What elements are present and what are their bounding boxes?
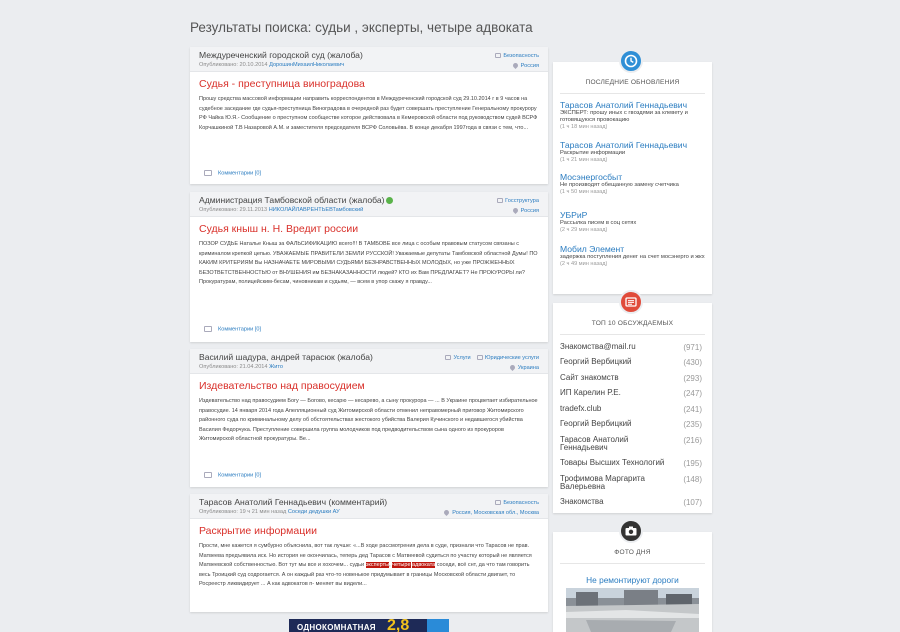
update-title-link[interactable]: Тарасов Анатолий Геннадьевич bbox=[560, 140, 688, 150]
top10-item[interactable] bbox=[560, 436, 705, 451]
top10-item-name[interactable]: Знакомства@mail.ru bbox=[560, 342, 636, 351]
top10-item-name[interactable]: Товары Высших Технологий bbox=[560, 458, 665, 467]
card-header bbox=[190, 494, 548, 519]
top10-item-name[interactable]: Трофимова Маргарита Валерьевна bbox=[560, 474, 645, 491]
category-link[interactable]: Услуги bbox=[453, 355, 471, 361]
divider bbox=[560, 563, 705, 564]
updates-title: ПОСЛЕДНИЕ ОБНОВЛЕНИЯ bbox=[585, 79, 680, 86]
result-excerpt bbox=[199, 542, 539, 590]
card-header bbox=[190, 349, 548, 374]
ad-strip bbox=[427, 619, 449, 632]
top10-item[interactable] bbox=[560, 420, 705, 435]
location-pin-icon bbox=[443, 509, 450, 516]
organization-link[interactable]: Тарасов Анатолий Геннадьевич (комментарий) bbox=[199, 497, 388, 507]
top10-item-count: (148) bbox=[683, 475, 702, 484]
result-headline[interactable]: Раскрытие информации bbox=[199, 525, 317, 537]
author-link[interactable]: Жито bbox=[269, 364, 283, 370]
result-excerpt: ПОЗОР СУДЬЕ Наталье Кныш за ФАЛЬСИФИКАЦИЮ всего!!! В ТАМБОВЕ все лица с особым правовым статусом связаны с криминалом крепкой цепью. УВАЖАЕМЫЕ ПРАВИТЕЛИ ЗЕМЛИ РУССКОЙ! Уважаемые депутаты Тамбовской областной Думы! ПО КАКИМ КРИТЕРИЯМ Вы НАЗНАЧАЕТЕ МИРОВЫМИ СУДЬЯМИ БЕЗНРАВСТВЕННЫХ МОЛОДЫХ, но уже ПРОЖЖЕННЫХ БЕЗОТВЕТСТВЕННОСТЬЮ от ВНУШЕНИЯ им БЕЗНАКАЗАННОСТИ людей? КТО их Вам ПРЕДЛАГАЕТ? Не ПРОКУРОРЫ ли? Прокуратурам, полицейским-бесам, чиновникам и судьям, — всем в упор скажу я правду... bbox=[199, 241, 538, 286]
top10-item[interactable] bbox=[560, 498, 705, 513]
camera-icon bbox=[619, 519, 643, 543]
update-item[interactable] bbox=[553, 210, 712, 233]
location-link[interactable]: Россия, Московская обл., Москва bbox=[452, 510, 539, 516]
author-link[interactable]: ДорошинМихаилНиколаевич bbox=[269, 62, 345, 68]
author-link[interactable]: НИКОЛАЙЛАВРЕНТЬЕВТамбовский bbox=[268, 207, 364, 213]
update-item[interactable] bbox=[553, 140, 712, 163]
update-item[interactable] bbox=[553, 100, 712, 130]
update-time: (2 ч 29 мин назад) bbox=[560, 226, 608, 233]
photo-caption[interactable]: Не ремонтируют дороги bbox=[586, 575, 679, 585]
organization-link[interactable] bbox=[199, 195, 540, 205]
update-time: (1 ч 18 мин назад) bbox=[560, 123, 608, 130]
comments-label[interactable]: Комментарии [0] bbox=[218, 170, 262, 177]
organization-link[interactable]: Междуреченский городской суд (жалоба) bbox=[199, 50, 363, 60]
top10-item[interactable] bbox=[560, 405, 705, 420]
location-pin-icon bbox=[512, 62, 519, 69]
result-card bbox=[190, 494, 548, 612]
category-link-2[interactable]: Юридические услуги bbox=[484, 355, 539, 361]
card-tags bbox=[497, 196, 539, 216]
search-highlight: эксперты bbox=[365, 562, 390, 569]
top10-item-name[interactable]: tradefx.club bbox=[560, 404, 602, 413]
result-excerpt: Прошу средства массовой информации направить корреспондентов в Междуреченский городской суд 29.10.2014 г в 9 часов на судебное заседание где судья-преступница Виноградова в очередной раз будет совершать преступление Генеральному прокурору РФ Чайка Ю.Я.- Сообщение о преступном сообществе которое действовала в Кемеровской области под руководством судей ВСРФ Корчашкиной Т.В Назаровой А.М. и заместителя председателя ВСРФ Соловьёва. В конце декабря 1997года в связи с тем, что... bbox=[199, 96, 538, 131]
update-time: (1 ч 21 мин назад) bbox=[560, 156, 608, 163]
top10-item-name[interactable]: Сайт знакомств bbox=[560, 373, 619, 382]
photo-widget bbox=[553, 532, 712, 632]
card-tags bbox=[445, 353, 539, 373]
comments-label[interactable]: Комментарии [0] bbox=[218, 326, 262, 333]
category-link[interactable]: Безопасность bbox=[503, 500, 539, 506]
comments-link[interactable] bbox=[204, 472, 261, 478]
publish-meta bbox=[199, 207, 540, 213]
update-desc: Раскрытие информации bbox=[560, 150, 626, 156]
result-headline[interactable]: Судья - преступница виноградова bbox=[199, 78, 365, 90]
updates-widget bbox=[553, 62, 712, 294]
divider bbox=[560, 334, 705, 335]
search-highlight: адвоката bbox=[412, 562, 436, 569]
comment-icon bbox=[204, 326, 212, 332]
card-header bbox=[190, 47, 548, 72]
ad-banner[interactable] bbox=[289, 619, 449, 632]
excerpt-text: , bbox=[389, 562, 393, 569]
comments-link[interactable] bbox=[204, 326, 261, 332]
top10-item[interactable] bbox=[560, 374, 705, 389]
top10-widget bbox=[553, 303, 712, 513]
excerpt-text: Прости, мне кажется я сумбурно объяснила, вот так лучше: «...В ходе рассмотрения дела в суде, признали что Тарасов не прав. Матвеева предъявила иск. Но история не окончилась, теперь дед Тарасов с Матвеевой судиться по участку который не является Матвеевской собственностью. Вот тут мы все и хохочем... судьи bbox=[199, 543, 532, 569]
organization-link[interactable]: Василий шадура, андрей тарасюк (жалоба) bbox=[199, 352, 373, 362]
list-icon bbox=[619, 290, 643, 314]
publish-date: Опубликовано: 21.04.2014 bbox=[199, 364, 268, 370]
top10-item-count: (971) bbox=[683, 343, 702, 352]
update-desc: Рассылка писем в соц сетях bbox=[560, 220, 637, 226]
category-icon bbox=[495, 500, 501, 505]
top10-item-count: (241) bbox=[683, 405, 702, 414]
update-desc: ЭКСПЕРТ: прошу иных с гвоздями за клевету и готовящуюся провокацию bbox=[560, 110, 688, 123]
card-tags bbox=[444, 498, 539, 518]
result-card bbox=[190, 47, 548, 184]
comments-link[interactable] bbox=[204, 170, 261, 176]
verified-check-icon bbox=[386, 197, 393, 204]
result-excerpt: Издевательство над правосудием Богу — Богово, кесарю — кесарево, а сыну прокурора — ... В Украине процветает избирательное правосудие. 14 января 2014 года Апелляционный суд Житомирской области отменил неправомерный приговор Житомирского районного суда по криминальному делу об обстоятельствах жестокого убийства Валерия Кучинского и недавшегося убийства Василия Федорчука. Преступление совершила группа молодчиков под предводительством сына одного из прокуроров Житомирской областной прокуратуры. Ве... bbox=[199, 398, 538, 443]
update-title-link[interactable]: Мобил Элемент bbox=[560, 244, 625, 254]
ad-text[interactable]: ОДНОКОМНАТНАЯ bbox=[297, 623, 376, 632]
top10-item-count: (216) bbox=[683, 436, 702, 445]
publish-date: Опубликовано: 29.11.2013 bbox=[199, 207, 268, 213]
publish-meta bbox=[199, 62, 540, 68]
top10-item-name[interactable]: Знакомства bbox=[560, 497, 604, 506]
location-link[interactable]: Украина bbox=[517, 365, 539, 371]
page-title: Результаты поиска: судьи , эксперты, четыре адвоката bbox=[190, 20, 533, 35]
update-time: (1 ч 50 мин назад) bbox=[560, 188, 608, 195]
top10-item-count: (430) bbox=[683, 358, 702, 367]
category-icon bbox=[445, 355, 451, 360]
location-link[interactable]: Россия bbox=[520, 63, 539, 69]
top10-title: ТОП 10 ОБСУЖДАЕМЫХ bbox=[591, 320, 674, 327]
excerpt-text: соседи, всё снт, да что там говорить весь Троицкий суд содрогается. А он каждый раз что-то новенькое придумывает в границы Московской области двигает, то Росреестр ликвидирует ... А как адвокатов п- меняет вы видели... bbox=[199, 562, 530, 588]
location-link[interactable]: Россия bbox=[520, 208, 539, 214]
top10-item-name[interactable]: Георгий Вербицкий bbox=[560, 357, 632, 366]
top10-item-count: (195) bbox=[683, 459, 702, 468]
top10-item-name[interactable]: Георгий Вербицкий bbox=[560, 419, 632, 428]
category-icon bbox=[495, 53, 501, 58]
publish-date: Опубликовано: 19 ч 21 мин назад bbox=[199, 509, 287, 515]
result-card bbox=[190, 349, 548, 487]
update-title-link[interactable]: Тарасов Анатолий Геннадьевич bbox=[560, 100, 688, 110]
update-item[interactable] bbox=[553, 172, 712, 195]
top10-item[interactable] bbox=[560, 475, 705, 490]
organization-name[interactable]: Администрация Тамбовской области (жалоба) bbox=[199, 195, 385, 205]
comments-label[interactable]: Комментарии [0] bbox=[218, 472, 262, 479]
top10-item-count: (293) bbox=[683, 374, 702, 383]
card-header bbox=[190, 192, 548, 217]
ad-number[interactable]: 2,8 bbox=[387, 619, 410, 632]
result-headline[interactable]: Судья кныш н. Н. Вредит россии bbox=[199, 223, 359, 235]
top10-item[interactable] bbox=[560, 358, 705, 373]
top10-item-name[interactable]: ИП Карелин Р.Е. bbox=[560, 388, 621, 397]
author-link[interactable]: Соседи дедушки АУ bbox=[287, 509, 340, 515]
update-desc: Не производят обещанную замену счетчика bbox=[560, 182, 679, 188]
photo-image[interactable] bbox=[566, 588, 699, 632]
result-card bbox=[190, 192, 548, 342]
location-pin-icon bbox=[512, 207, 519, 214]
update-desc: задержка поступления денег на счет мосэнерго и жкх bbox=[560, 254, 705, 260]
location-pin-icon bbox=[509, 364, 516, 371]
update-item[interactable] bbox=[553, 244, 712, 267]
comment-icon bbox=[204, 472, 212, 478]
category-icon bbox=[497, 198, 503, 203]
update-title-link[interactable]: Мосэнергосбыт bbox=[560, 172, 623, 182]
top10-item-name[interactable]: Тарасов Анатолий Геннадьевич bbox=[560, 435, 629, 452]
search-highlight: четыре bbox=[392, 562, 411, 569]
top10-item[interactable] bbox=[560, 389, 705, 404]
category-link[interactable]: Безопасность bbox=[503, 53, 539, 59]
update-title-link[interactable]: УБРиР bbox=[560, 210, 588, 220]
top10-item[interactable] bbox=[560, 459, 705, 474]
top10-item-count: (107) bbox=[683, 498, 702, 507]
comment-icon bbox=[204, 170, 212, 176]
card-tags bbox=[495, 51, 539, 71]
photo-title: ФОТО ДНЯ bbox=[614, 549, 651, 556]
result-headline[interactable]: Издевательство над правосудием bbox=[199, 380, 365, 392]
top10-item-count: (235) bbox=[683, 420, 702, 429]
publish-date: Опубликовано: 20.10.2014 bbox=[199, 62, 268, 68]
category-link[interactable]: Госструктура bbox=[505, 198, 539, 204]
top10-item[interactable] bbox=[560, 343, 705, 358]
top10-item-count: (247) bbox=[683, 389, 702, 398]
update-time: (2 ч 49 мин назад) bbox=[560, 260, 608, 267]
clock-icon bbox=[619, 49, 643, 73]
category-icon bbox=[477, 355, 483, 360]
divider bbox=[560, 93, 705, 94]
